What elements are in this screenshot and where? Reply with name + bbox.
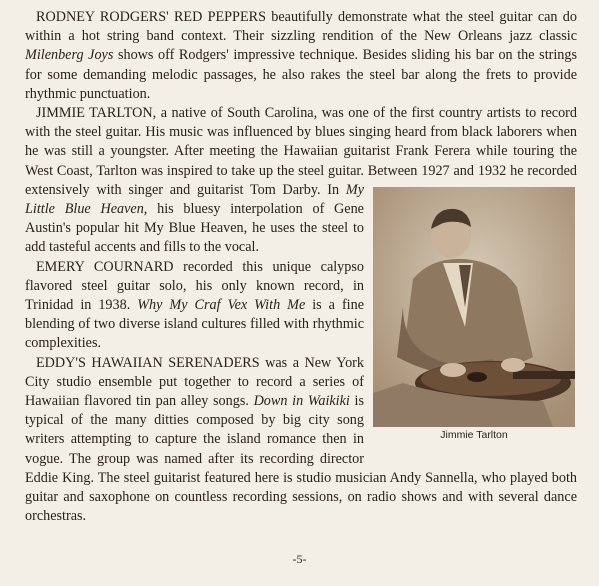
p4-song-title: Down in Waikiki <box>253 393 350 410</box>
paragraph-rodney-rodgers <box>25 8 577 104</box>
p4-tail: is typical of the many ditties composed by big city song writers attempting to capture the island romance then in vogue. The group was named after its recording director Eddie King. The steel guitarist featured here is studio musician Andy Sannella, who played both guitar and saxophone on countless recording sessions, on radio shows and with several dance orchestras. <box>25 393 577 525</box>
p2-lead: JIMMIE TARLTON, a native of South Carolina, was one of the first country artists to record with the steel guitar. His music was influenced by blues singing heard from black laborers when he was still a youngster. After meeting the Hawaiian guitarist Frank Ferera while touring the West Coast, Tarlton was inspired to take up the steel guitar. Between 1927 and 1932 he recorded extensively with singer and guitarist Tom Darby. In <box>25 105 577 198</box>
p3-song-title: Why My Craf Vex With Me <box>137 297 306 314</box>
p1-tail: shows off Rodgers' impressive technique. Besides sliding his bar on the strings for some demanding melodic passages, he also rakes the steel bar along the frets to provide rhythmic punctuation. <box>25 47 578 102</box>
p4-lead: EDDY'S HAWAIIAN SERENADERS was a New York City studio ensemble put together to record a series of Hawaiian flavored tin pan alley songs. <box>25 354 364 410</box>
p1-song-title: Milenberg Joys <box>25 47 114 64</box>
page-number: -5- <box>292 552 307 566</box>
p1-lead: RODNEY RODGERS' RED PEPPERS beautifully demonstrate what the steel guitar can do within a hot string band context. Their sizzling rendition of the New Orleans jazz classic <box>25 9 577 45</box>
p2-tail: his bluesy interpolation of Gene Austin's popular hit My Blue Heaven, he uses the steel to add tasteful accents and fills to the vocal. <box>25 201 364 256</box>
guitarist-photo-image <box>373 187 575 427</box>
photo-jimmie-tarlton <box>373 187 575 454</box>
p2-song-title: My Little Blue Heaven, <box>25 181 364 218</box>
p3-tail: is a fine blending of two diverse island cultures filled with rhythmic complexities. <box>25 297 364 352</box>
p3-lead: EMERY COURNARD recorded this unique calypso flavored steel guitar solo, his only known record, in Trinidad in 1938. <box>25 258 364 314</box>
photo-caption: Jimmie Tarlton <box>440 429 508 441</box>
